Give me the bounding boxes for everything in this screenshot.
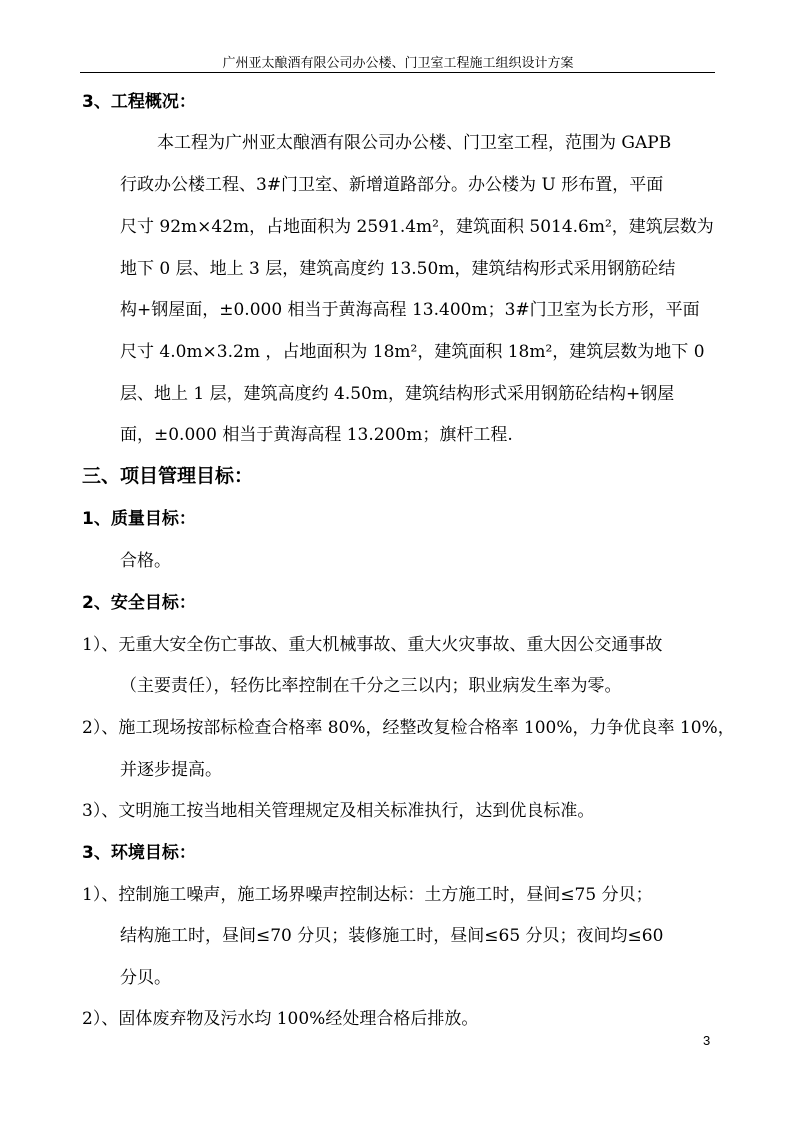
safety-item-1-line-2: （主要责任），轻伤比率控制在千分之三以内；职业病发生率为零。 [120, 676, 622, 696]
overview-line-6: 尺寸 4.0m×3.2m ，占地面积为 18m²，建筑面积 18m²，建筑层数为地下 0 [120, 342, 705, 362]
environment-item-1-line-3: 分贝。 [120, 968, 171, 988]
overview-line-4: 地下 0 层、地上 3 层，建筑高度约 13.50m，建筑结构形式采用钢筋砼结 [120, 259, 676, 279]
environment-goal-heading: 3、环境目标： [82, 843, 196, 863]
safety-item-3-line-1: 3）、文明施工按当地相关管理规定及相关标准执行，达到优良标准。 [82, 801, 595, 821]
header-divider [80, 72, 715, 73]
safety-item-2-line-2: 并逐步提高。 [120, 760, 222, 780]
overview-line-7: 层、地上 1 层，建筑高度约 4.50m，建筑结构形式采用钢筋砼结构+钢屋 [120, 384, 675, 404]
section-heading-overview: 3、工程概况： [82, 92, 196, 112]
environment-item-2-line-1: 2）、固体废弃物及污水均 100%经处理合格后排放。 [82, 1009, 479, 1029]
overview-line-3: 尺寸 92m×42m，占地面积为 2591.4m²，建筑面积 5014.6m²，建筑层数为 [120, 217, 714, 237]
safety-item-1-line-1: 1）、无重大安全伤亡事故、重大机械事故、重大火灾事故、重大因公交通事故 [82, 635, 663, 655]
overview-line-8: 面，±0.000 相当于黄海高程 13.200m；旗杆工程. [120, 425, 513, 445]
page-number: 3 [703, 1033, 711, 1048]
safety-goal-heading: 2、安全目标： [82, 593, 196, 613]
safety-item-2-line-1: 2）、施工现场按部标检查合格率 80%，经整改复检合格率 100%，力争优良率 10%， [82, 718, 735, 738]
overview-line-2: 行政办公楼工程、3#门卫室、新增道路部分。办公楼为 U 形布置，平面 [120, 175, 664, 195]
chapter-heading-management-goals: 三、项目管理目标： [82, 465, 254, 487]
quality-goal-heading: 1、质量目标： [82, 509, 196, 529]
environment-item-1-line-1: 1）、控制施工噪声，施工场界噪声控制达标：土方施工时，昼间≤75 分贝； [82, 885, 653, 905]
page-header-title: 广州亚太酿酒有限公司办公楼、门卫室工程施工组织设计方案 [222, 56, 574, 71]
environment-item-1-line-2: 结构施工时，昼间≤70 分贝；装修施工时，昼间≤65 分贝；夜间均≤60 [120, 926, 664, 946]
overview-line-1: 本工程为广州亚太酿酒有限公司办公楼、门卫室工程，范围为 GAPB [157, 133, 672, 153]
overview-line-5: 构+钢屋面，±0.000 相当于黄海高程 13.400m；3#门卫室为长方形，平面 [120, 300, 700, 320]
quality-goal-text: 合格。 [120, 551, 171, 571]
